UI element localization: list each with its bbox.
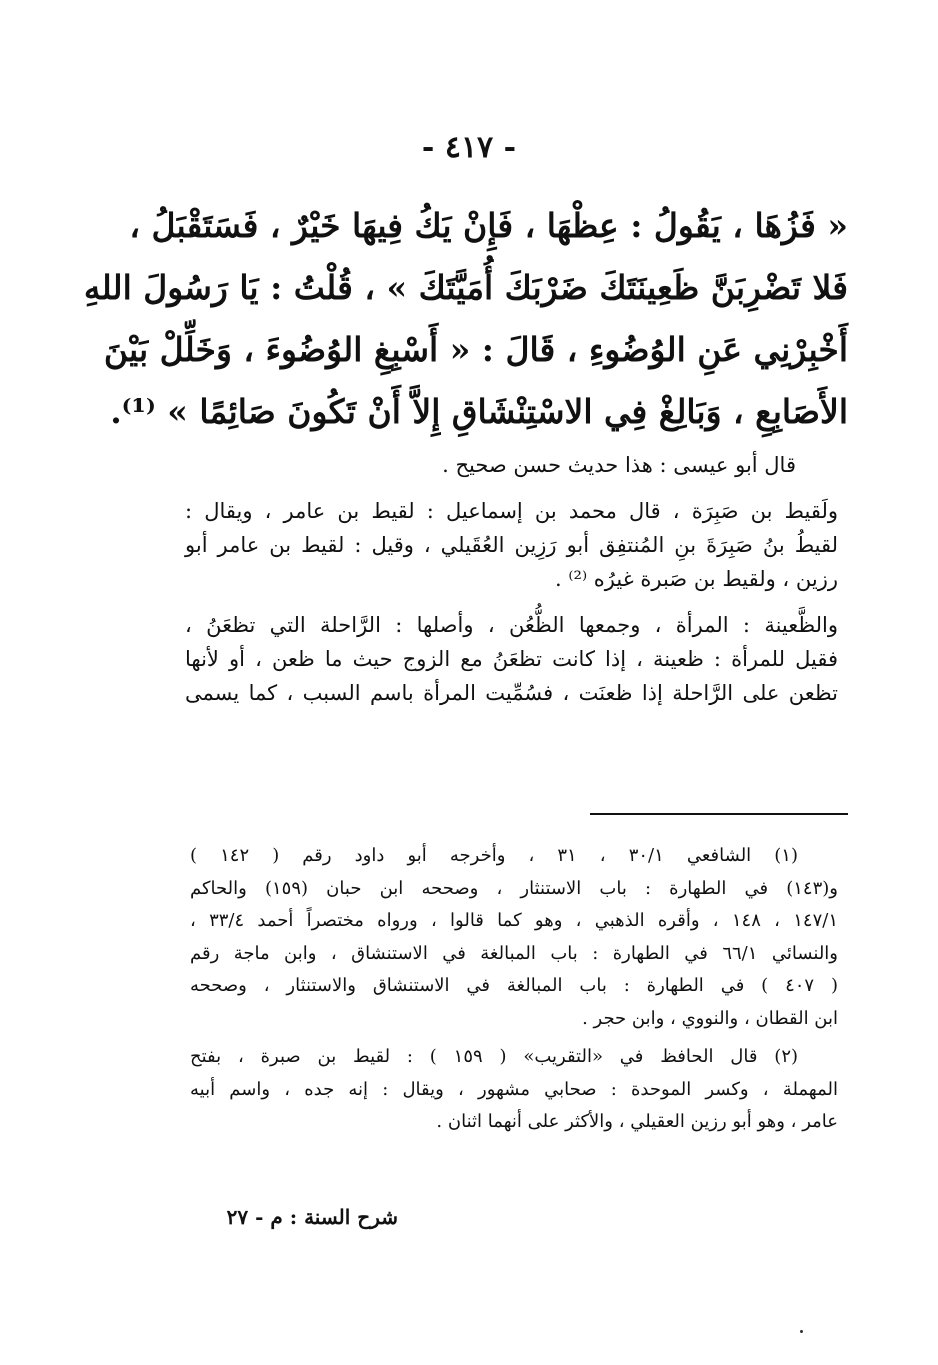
footnote-line: المهملة ، وكسر الموحدة : صحابي مشهور ، ويقال : إنه جده ، واسم أبيه bbox=[190, 1078, 838, 1100]
footnote-line: والنسائي ٦٦/١ في الطهارة : باب المبالغة في الاستنشاق ، وابن ماجة رقم bbox=[190, 942, 838, 964]
commentary-line: قال أبو عيسى : هذا حديث حسن صحيح . bbox=[442, 453, 796, 477]
page-number: - ٤١٧ - bbox=[421, 130, 517, 165]
hadith-text-block bbox=[83, 195, 848, 443]
commentary-line: تظعن على الرَّاحلة إذا ظعنَت ، فسُمِّيت المرأة باسم السبب ، كما يسمى bbox=[185, 681, 838, 705]
footnote-line: ( ٤٠٧ ) في الطهارة : باب المبالغة في الاستنشاق والاستنثار ، وصححه bbox=[190, 975, 838, 996]
commentary-text-block bbox=[185, 448, 838, 710]
scan-speck bbox=[800, 1330, 803, 1333]
hadith-line: أَخْبِرْنِي عَنِ الوُضُوءِ ، قَالَ : « أَسْبِغِ الوُضُوءَ ، وَخَلِّلْ بَيْنَ bbox=[103, 330, 848, 369]
commentary-line: رزين ، ولقيط بن صَبرة غيرُه ⁽²⁾ . bbox=[555, 567, 838, 591]
hadith-line: الأَصَابِعِ ، وَبَالِغْ فِي الاسْتِنْشَاقِ إِلاَّ أَنْ تَكُونَ صَائِمًا » ⁽¹⁾. bbox=[110, 392, 848, 431]
footnote-line: عامر ، وهو أبو رزين العقيلي ، والأكثر على أنهما اثنان . bbox=[436, 1111, 838, 1132]
footnote-line: ١٤٧/١ ، ١٤٨ ، وأقره الذهبي ، وهو كما قالوا ، ورواه مختصراً أحمد ٣٣/٤ ، bbox=[190, 910, 838, 931]
hadith-line: فَلا تَضْرِبَنَّ ظَعِينَتَكَ ضَرْبَكَ أُمَيَّتَكَ » ، قُلْتُ : يَا رَسُولَ اللهِ bbox=[83, 268, 848, 307]
footnote-line: و(١٤٣) في الطهارة : باب الاستنثار ، وصححه ابن حبان (١٥٩) والحاكم bbox=[190, 877, 838, 899]
commentary-line: ولَقيط بن صَبِرَة ، قال محمد بن إسماعيل : لقيط بن عامر ، ويقال : bbox=[185, 499, 838, 523]
commentary-line: فقيل للمرأة : ظعينة ، إذا كانت تظعَنُ مع الزوج حيث ما ظعن ، أو لأنها bbox=[185, 647, 838, 671]
footnote-line: (١) الشافعي ٣٠/١ ، ٣١ ، وأخرجه أبو داود رقم ( ١٤٢ ) bbox=[190, 845, 798, 866]
commentary-line: والظَّعينة : المرأة ، وجمعها الظُّعُن ، وأصلها : الرَّاحلة التي تظعَنُ ، bbox=[185, 613, 838, 637]
commentary-line: لقيطُ بنُ صَبِرَةَ بنِ المُنتفِق أبو رَزِين العُقَيلي ، وقيل : لقيط بن عامر أبو bbox=[185, 533, 838, 557]
footnote-line: (٢) قال الحافظ في «التقريب» ( ١٥٩ ) : لقيط بن صبرة ، بفتح bbox=[190, 1046, 799, 1067]
hadith-line: « فَزُهَا ، يَقُولُ : عِظْهَا ، فَإِنْ يَكُ فِيهَا خَيْرٌ ، فَسَتَقْبَلُ ، bbox=[129, 206, 848, 245]
footnotes-block bbox=[190, 840, 838, 1139]
footnote-line: ابن القطان ، والنووي ، وابن حجر . bbox=[582, 1007, 838, 1029]
book-signature: شرح السنة : م - ٢٧ bbox=[226, 1205, 398, 1229]
footnote-separator bbox=[590, 813, 848, 815]
